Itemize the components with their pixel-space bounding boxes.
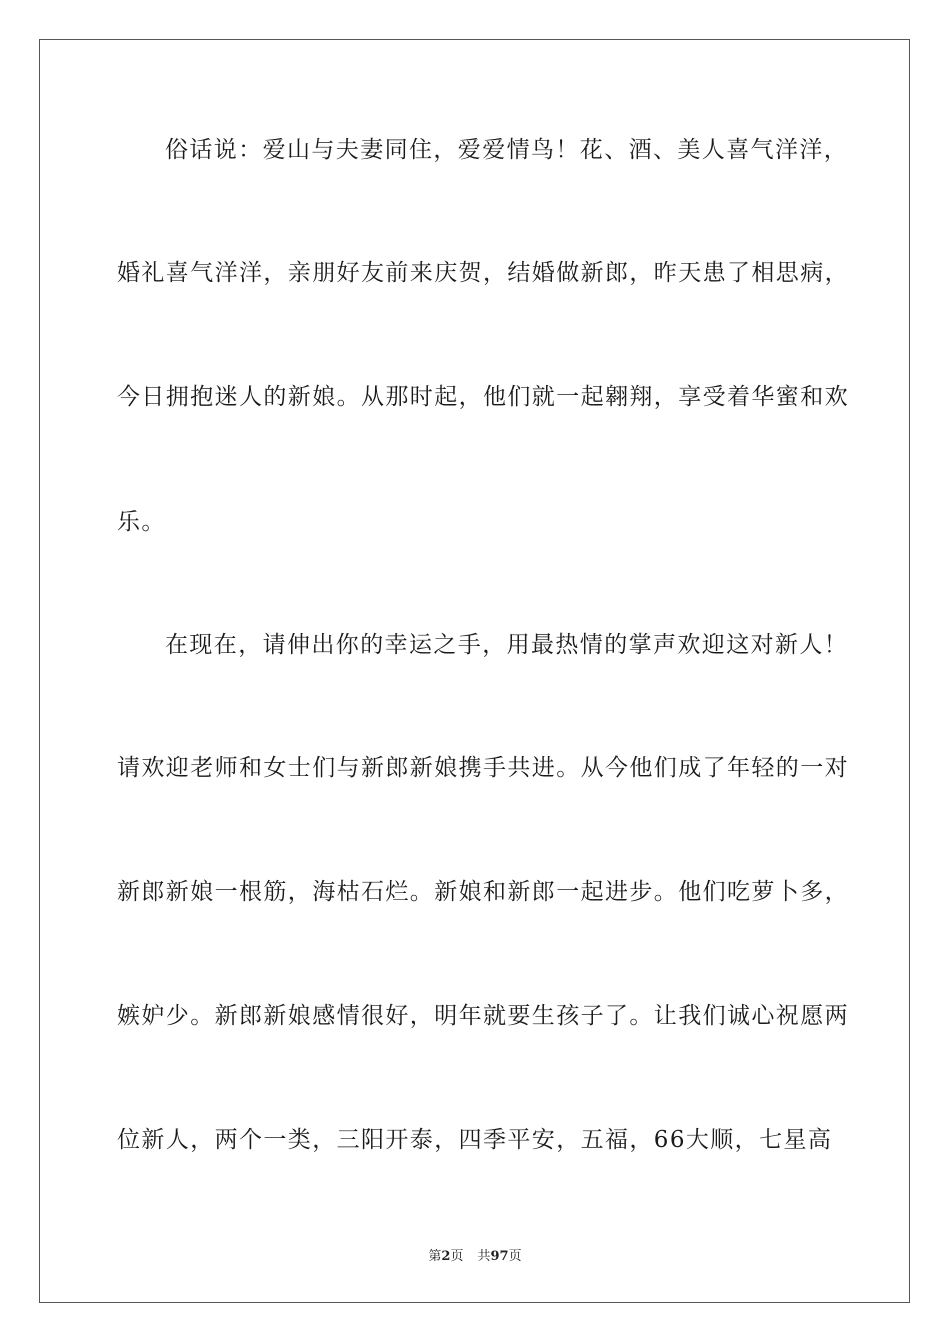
page-footer [0, 1248, 950, 1266]
paragraph-1-line-2: 婚礼喜气洋洋，亲朋好友前来庆贺，结婚做新郎，昨天患了相思病， [117, 260, 849, 286]
paragraph-1-line-4: 乐。 [117, 509, 166, 535]
total-suffix: 页 [508, 1249, 522, 1264]
paragraph-2-line-2: 请欢迎老师和女士们与新郎新娘携手共进。从今他们成了年轻的一对 [117, 755, 849, 781]
paragraph-1-line-3: 今日拥抱迷人的新娘。从那时起，他们就一起翱翔，享受着华蜜和欢 [117, 384, 849, 410]
paragraph-2-line-3: 新郎新娘一根筋，海枯石烂。新娘和新郎一起进步。他们吃萝卜多， [117, 879, 849, 905]
page-number: 2 [441, 1249, 451, 1264]
page-prefix: 第 [428, 1249, 442, 1264]
paragraph-1-line-1: 俗话说：爱山与夫妻同住，爱爱情鸟！花、酒、美人喜气洋洋， [165, 137, 849, 163]
paragraph-2-line-4: 嫉妒少。新郎新娘感情很好，明年就要生孩子了。让我们诚心祝愿两 [117, 1003, 849, 1029]
page-border [39, 39, 910, 1303]
page-suffix: 页 [450, 1249, 464, 1264]
total-prefix: 共 [477, 1249, 491, 1264]
paragraph-2-line-1: 在现在，请伸出你的幸运之手，用最热情的掌声欢迎这对新人！ [165, 632, 849, 658]
paragraph-2-line-5: 位新人，两个一类，三阳开泰，四季平安，五福，66大顺，七星高 [117, 1127, 833, 1153]
total-pages: 97 [490, 1249, 509, 1264]
